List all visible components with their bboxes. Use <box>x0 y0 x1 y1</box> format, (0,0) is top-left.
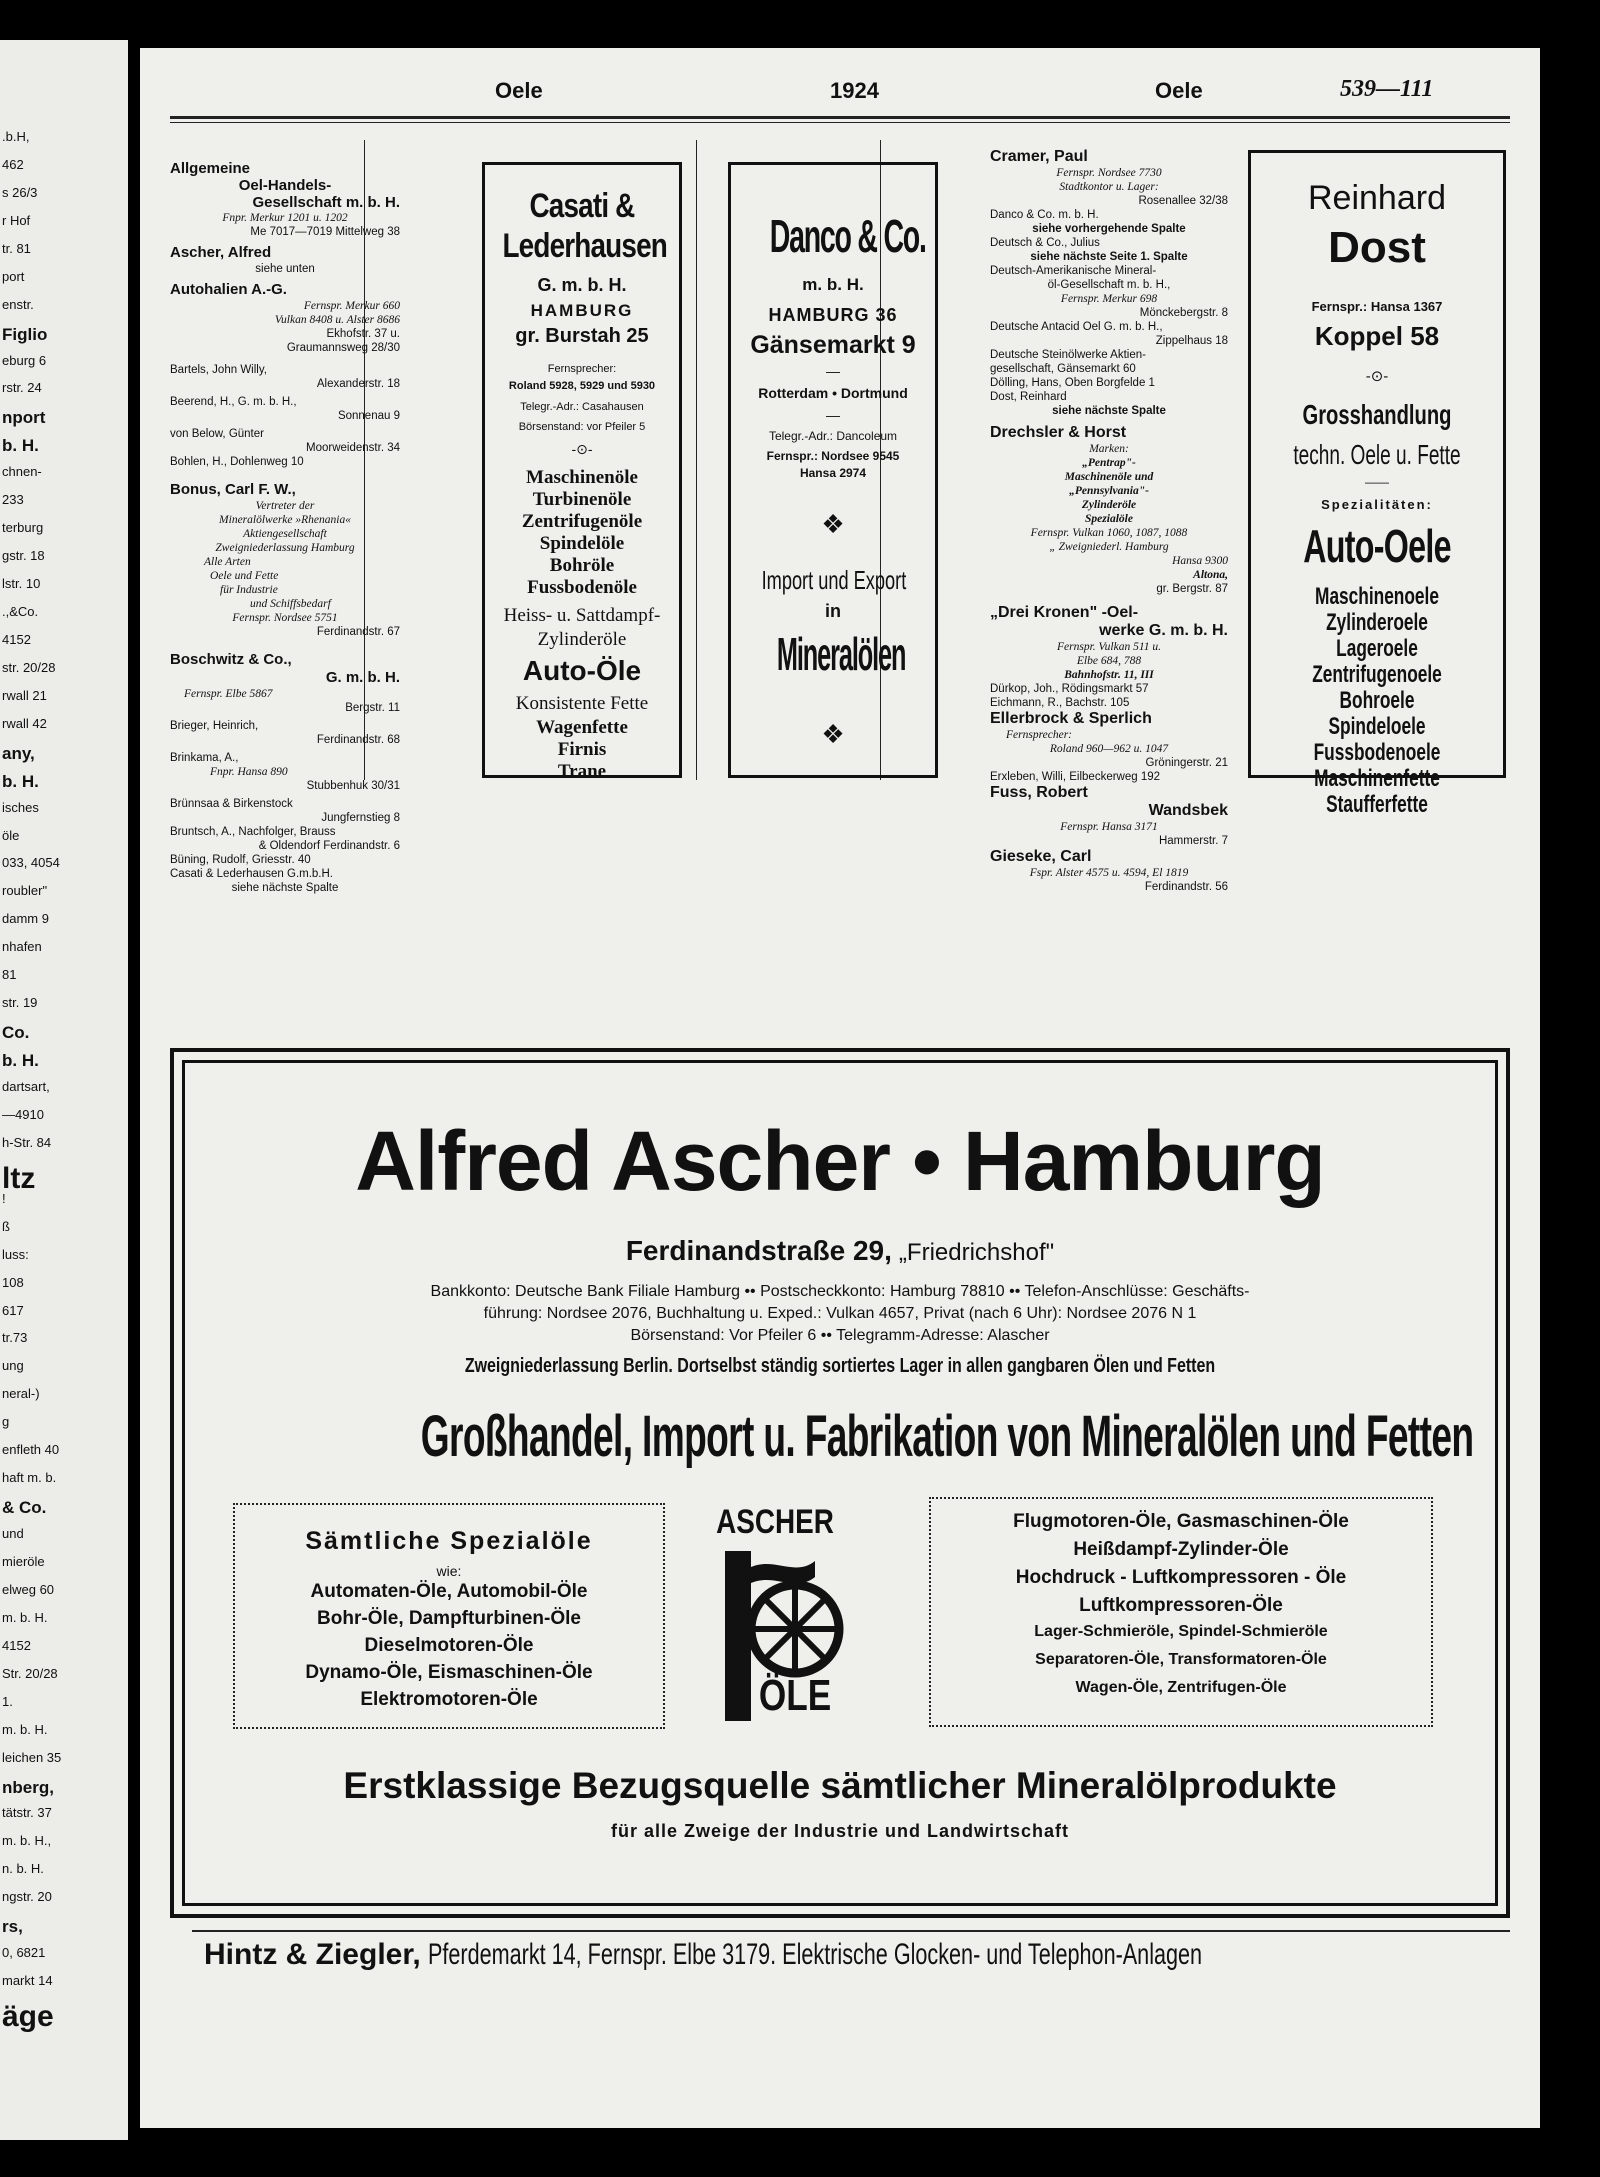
casati-name-2: Lederhausen <box>502 227 667 265</box>
left-page-fragment: tätstr. 37 <box>2 1805 52 1821</box>
left-page-fragment: rwall 21 <box>2 687 47 703</box>
entry-name: Bonus, Carl F. W., <box>170 481 296 498</box>
entry-line: Stadtkontor u. Lager: <box>1059 181 1159 193</box>
casati-product: Fussbodenöle <box>527 577 637 598</box>
header-year: 1924 <box>830 78 879 103</box>
left-page-fragment: roubler" <box>2 883 48 899</box>
entry-line: Dost, Reinhard <box>990 391 1067 403</box>
entry-line: Mineralölwerke »Rhenania« <box>219 514 351 526</box>
entry-line: Vertreter der <box>255 500 315 512</box>
ascher-right-box <box>929 1497 1433 1727</box>
entry-line: „Pentrap"- <box>1082 457 1136 469</box>
entry-line: Spezialöle <box>1085 513 1133 525</box>
left-page-fragment: b. H. <box>2 436 39 456</box>
header-right: Oele <box>1155 78 1203 103</box>
left-page-fragment: r Hof <box>2 212 31 228</box>
entry-line: öl-Gesellschaft m. b. H., <box>1047 279 1171 291</box>
entry-line: Deutsch-Amerikanische Mineral- <box>990 265 1157 277</box>
ascher-address <box>185 1235 1495 1268</box>
left-page-fragment: äge <box>2 2000 54 2034</box>
left-page-fragment: 108 <box>2 1274 24 1290</box>
left-page-fragment: rstr. 24 <box>2 380 42 396</box>
entry-line: Oele und Fette <box>210 570 279 582</box>
dost-grosshandlung: Grosshandlung <box>1302 399 1452 430</box>
ascher-right-item: Heißdampf-Zylinder-Öle <box>1073 1539 1289 1560</box>
entry-line: „ Zweigniederl. Hamburg <box>1049 541 1169 553</box>
ascher-logo <box>685 1503 865 1733</box>
directory-page <box>140 48 1540 2128</box>
left-page-fragment: g <box>2 1414 10 1430</box>
left-page-fragment: leichen 35 <box>2 1749 62 1765</box>
ascher-grosshandel: Großhandel, Import u. Fabrikation von Mineralölen und Fetten <box>420 1404 1474 1469</box>
entry-name: Boschwitz & Co., <box>170 651 292 668</box>
ornament-icon: ❖ <box>821 720 845 749</box>
danco-dash-2: — <box>826 407 840 423</box>
ascher-info-3: Börsenstand: Vor Pfeiler 6 •• Telegramm-Adresse: Alascher <box>630 1327 1050 1344</box>
ascher-left-item: Dieselmotoren-Öle <box>364 1635 534 1656</box>
left-page-fragment: 462 <box>2 156 24 172</box>
left-page-fragment: chnen- <box>2 464 42 480</box>
left-page-fragment: luss: <box>2 1246 29 1262</box>
ascher-left-item: Elektromotoren-Öle <box>360 1689 538 1710</box>
ascher-left-box <box>233 1503 665 1729</box>
dost-product: Maschinenoele <box>1315 583 1439 610</box>
footer-advertisement <box>204 1938 1503 1972</box>
entry-name: Autohalien A.-G. <box>170 281 287 298</box>
entry-name: Gieseke, Carl <box>990 848 1092 865</box>
entry-line: Hammerstr. 7 <box>1158 835 1228 847</box>
entry-line: Casati & Lederhausen G.m.b.H. <box>170 868 333 880</box>
casati-telegram: Telegr.-Adr.: Casahausen <box>520 401 644 413</box>
left-page-fragment: rs, <box>2 1917 23 1937</box>
entry-line: Dürkop, Joh., Rödingsmarkt 57 <box>990 683 1149 695</box>
left-page-fragment: rwall 42 <box>2 715 47 731</box>
left-page-fragment: —4910 <box>2 1106 44 1122</box>
entry-line: Bergstr. 11 <box>345 702 400 714</box>
left-page-fragment: und <box>2 1526 24 1542</box>
entry-name: G. m. b. H. <box>325 669 400 686</box>
entry-line: Eichmann, R., Bachstr. 105 <box>990 697 1130 709</box>
danco-name: Danco & Co. <box>769 210 926 262</box>
entry-line: Fernspr. Hansa 3171 <box>1060 821 1158 833</box>
left-page-fragment: b. H. <box>2 771 39 791</box>
header-rule <box>170 116 1510 119</box>
casati-separator: -⊙- <box>571 441 593 457</box>
dost-spezialitaeten: Spezialitäten: <box>1321 497 1433 512</box>
left-page-fragment: dartsart, <box>2 1079 50 1094</box>
entry-name: Gesellschaft m. b. H. <box>252 194 400 211</box>
entry-line: Alle Arten <box>204 556 251 568</box>
entry-line: Moorweidenstr. 34 <box>306 442 400 454</box>
ascher-left-title: Sämtliche Spezialöle <box>305 1527 593 1555</box>
left-page-fragment: eburg 6 <box>2 352 47 368</box>
left-page-fragment: nhafen <box>2 939 42 955</box>
left-page-fragment: haft m. b. <box>2 1470 57 1486</box>
left-page-fragment: 033, 4054 <box>2 855 60 871</box>
entry-line: Rosenallee 32/38 <box>1138 195 1228 207</box>
entry-line: Fnpr. Hansa 890 <box>210 766 288 778</box>
entry-line: Fspr. Alster 4575 u. 4594, El 1819 <box>1029 867 1189 879</box>
column-separator <box>696 140 697 780</box>
entry-line: Büning, Rudolf, Griesstr. 40 <box>170 854 311 866</box>
entry-name: Fuss, Robert <box>990 784 1088 801</box>
entry-line: Me 7017—7019 Mittelweg 38 <box>250 226 400 238</box>
casati-boerse: Börsenstand: vor Pfeiler 5 <box>518 421 646 433</box>
footer-company: Hintz & Ziegler, <box>204 1938 421 1971</box>
ascher-right-item: Lager-Schmieröle, Spindel-Schmieröle <box>1034 1623 1328 1640</box>
entry-line: für Industrie <box>220 584 278 596</box>
left-page-fragment: ung <box>2 1358 24 1374</box>
left-page-fragment: öle <box>2 827 20 843</box>
entry-line: Marken: <box>1089 443 1129 455</box>
entry-line: Ferdinandstr. 67 <box>316 626 400 638</box>
footer-rule <box>192 1930 1510 1932</box>
left-page-fragment: str. 20/28 <box>2 659 56 675</box>
entry-line: Fernspr. Vulkan 511 u. <box>1056 641 1162 653</box>
casati-auto-oele: Auto-Öle <box>522 655 642 686</box>
ascher-title: Alfred Ascher • Hamburg <box>355 1114 1325 1208</box>
ascher-bottom-1: Erstklassige Bezugsquelle sämtlicher Mineralölprodukte <box>343 1765 1337 1806</box>
ascher-left-wie: wie: <box>436 1563 462 1579</box>
entry-line: Vulkan 8408 u. Alster 8686 <box>274 314 400 326</box>
ascher-right-item: Luftkompressoren-Öle <box>1079 1595 1283 1616</box>
entry-line: Fernspr. Nordsee 5751 <box>232 612 338 624</box>
entry-line: Bahnhofstr. 11, III <box>1064 669 1154 681</box>
page-number: 539—111 <box>1340 76 1434 102</box>
entry-line: und Schiffsbedarf <box>250 598 331 610</box>
casati-product: Wagenfette <box>536 717 628 738</box>
entry-line: Erxleben, Willi, Eilbeckerweg 192 <box>990 771 1161 783</box>
left-page-fragment: 4152 <box>2 1637 31 1653</box>
dost-street: Koppel 58 <box>1314 321 1440 351</box>
left-page-fragment: enfleth 40 <box>2 1442 60 1458</box>
entry-line: Dölling, Hans, Oben Borgfelde 1 <box>990 377 1155 389</box>
entry-line: Roland 960—962 u. 1047 <box>1049 743 1169 755</box>
left-page-fragment: m. b. H., <box>2 1833 52 1849</box>
entry-line: Sonnenau 9 <box>337 410 400 422</box>
entry-line: Stubbenhuk 30/31 <box>306 780 400 792</box>
left-page-fragment: ltz <box>2 1161 36 1195</box>
casati-heiss-2: Zylinderöle <box>537 629 627 650</box>
left-page-fragment: 4152 <box>2 631 31 647</box>
ascher-left-item: Bohr-Öle, Dampfturbinen-Öle <box>317 1608 581 1629</box>
dost-separator: -⊙- <box>1365 368 1389 385</box>
entry-line: Ekhofstr. 37 u. <box>326 328 400 340</box>
danco-advertisement <box>728 162 938 778</box>
entry-line: Brünnsaa & Birkenstock <box>170 798 293 810</box>
left-page-fragment: nberg, <box>2 1777 54 1797</box>
entry-line: siehe nächste Spalte <box>231 882 339 894</box>
entry-line: von Below, Günter <box>170 428 264 440</box>
ornament-icon: ❖ <box>821 510 845 539</box>
entry-name: Oel-Handels- <box>238 177 332 194</box>
entry-name: Wandsbek <box>1148 802 1228 819</box>
left-page-fragment: enstr. <box>2 296 34 312</box>
entry-name: werke G. m. b. H. <box>1099 622 1228 639</box>
left-page-fragment: elweg 60 <box>2 1581 55 1597</box>
entry-line: Maschinenöle und <box>1064 471 1154 483</box>
left-page-fragment: nport <box>2 408 46 428</box>
entry-line: Alexanderstr. 18 <box>316 378 400 390</box>
left-page-edge <box>0 40 128 2140</box>
left-page-fragment: markt 14 <box>2 1973 53 1989</box>
left-page-fragment: .b.H, <box>2 129 30 144</box>
left-page-fragment: lstr. 10 <box>2 576 41 592</box>
entry-name: „Drei Kronen" -Oel- <box>990 604 1139 621</box>
entry-line: Jungfernstieg 8 <box>321 812 400 824</box>
entry-line: Zippelhaus 18 <box>1155 335 1228 347</box>
left-page-fragment: port <box>2 268 25 284</box>
entry-line: Deutsche Antacid Oel G. m. b. H., <box>990 321 1163 333</box>
dost-phone: Fernspr.: Hansa 1367 <box>1311 299 1443 314</box>
casati-konsistente: Konsistente Fette <box>515 693 649 714</box>
entry-line: siehe unten <box>255 263 315 275</box>
left-page-fragment: b. H. <box>2 1051 39 1071</box>
danco-mineraloelen: Mineralölen <box>776 628 906 680</box>
entry-line: Elbe 684, 788 <box>1076 655 1142 667</box>
left-page-fragment: 0, 6821 <box>2 1945 46 1961</box>
danco-gmbh: m. b. H. <box>802 275 864 294</box>
left-page-fragment: ngstr. 20 <box>2 1889 52 1905</box>
left-page-fragment: Figlio <box>2 324 48 344</box>
dost-product: Staufferfette <box>1326 791 1428 818</box>
casati-product: Turbinenöle <box>532 489 632 510</box>
footer-text: Pferdemarkt 14, Fernspr. Elbe 3179. Elektrische Glocken- und Telephon-Anlagen <box>428 1938 1203 1971</box>
left-page-fragment: str. 19 <box>2 995 38 1011</box>
left-page-fragment: isches <box>2 799 39 815</box>
dost-name-1: Reinhard <box>1308 179 1446 217</box>
entry-line: Zweigniederlassung Hamburg <box>215 542 355 554</box>
entry-line: Gröningerstr. 21 <box>1145 757 1228 769</box>
danco-import: Import und Export <box>761 565 907 595</box>
left-page-fragment: m. b. H. <box>2 1721 48 1737</box>
ascher-info-1: Bankkonto: Deutsche Bank Filiale Hamburg •• Postscheckkonto: Hamburg 78810 •• Telefon-Anschlüsse: Geschäfts- <box>430 1283 1250 1300</box>
casati-product: Firnis <box>557 739 607 760</box>
entry-line: Danco & Co. m. b. H. <box>990 209 1099 221</box>
ascher-left-item: Dynamo-Öle, Eismaschinen-Öle <box>305 1662 593 1683</box>
ascher-zweig: Zweigniederlassung Berlin. Dortselbst ständig sortiertes Lager in allen gangbaren Ölen und Fetten <box>464 1355 1216 1377</box>
header-left: Oele <box>495 78 543 103</box>
entry-line: siehe vorhergehende Spalte <box>1032 223 1186 235</box>
entry-line: Fernspr. Nordsee 7730 <box>1056 167 1162 179</box>
casati-phone: Roland 5928, 5929 und 5930 <box>508 380 656 392</box>
entry-line: gesellschaft, Gänsemarkt 60 <box>990 363 1136 375</box>
left-page-fragment: tr.73 <box>2 1330 28 1346</box>
left-page-fragment: ß <box>2 1218 10 1234</box>
entry-line: Bartels, John Willy, <box>170 364 267 376</box>
dost-product: Fussbodenoele <box>1313 739 1441 766</box>
left-page-fragment: .,&Co. <box>2 604 39 619</box>
left-page-fragment: h-Str. 84 <box>2 1134 52 1150</box>
danco-branches: Rotterdam • Dortmund <box>758 385 908 401</box>
left-page-fragment: tr. 81 <box>2 240 31 256</box>
entry-line: Fnpr. Merkur 1201 u. 1202 <box>222 212 348 224</box>
left-page-fragment: s 26/3 <box>2 184 38 200</box>
casati-gmbh: G. m. b. H. <box>537 275 627 295</box>
left-page-fragment: 1. <box>2 1693 13 1709</box>
dost-advertisement <box>1248 150 1506 818</box>
dost-product: Spindeloele <box>1328 713 1426 740</box>
dost-name-2: Dost <box>1328 223 1426 272</box>
entry-line: Graumannsweg 28/30 <box>286 342 400 354</box>
entry-line: Ferdinandstr. 56 <box>1144 881 1228 893</box>
entry-line: Brinkama, A., <box>170 752 239 764</box>
left-page-fragment: 617 <box>2 1302 24 1318</box>
entry-line: Mönckebergstr. 8 <box>1139 307 1228 319</box>
entry-line: siehe nächste Seite 1. Spalte <box>1030 251 1188 263</box>
ascher-bottom-2: für alle Zweige der Industrie und Landwirtschaft <box>610 1821 1070 1841</box>
left-page-fragment: 233 <box>2 492 24 508</box>
dost-product: Lageroele <box>1336 635 1418 662</box>
entry-name: Ellerbrock & Sperlich <box>990 710 1152 727</box>
casati-product: Bohröle <box>549 555 615 576</box>
entry-line: Fernspr. Vulkan 1060, 1087, 1088 <box>1030 527 1188 539</box>
dost-dash: —— <box>1365 475 1389 489</box>
casati-advertisement <box>482 162 682 782</box>
danco-in: in <box>825 601 841 621</box>
left-page-fragment: mieröle <box>2 1554 45 1569</box>
casati-product: Zentrifugenöle <box>521 511 643 532</box>
entry-line: Aktiengesellschaft <box>243 528 327 540</box>
entry-line: Beerend, H., G. m. b. H., <box>170 396 297 408</box>
entry-line: Fernspr. Merkur 660 <box>303 300 400 312</box>
left-page-fragment: n. b. H. <box>2 1861 44 1877</box>
entry-line: Fernsprecher: <box>1006 729 1072 741</box>
left-page-fragment: terburg <box>2 520 44 536</box>
entry-line: siehe nächste Spalte <box>1052 405 1166 417</box>
entry-line: „Pennsylvania"- <box>1069 485 1149 497</box>
entry-line: Fernspr. Elbe 5867 <box>184 688 273 700</box>
left-page-fragment: ! <box>2 1190 6 1206</box>
danco-city: HAMBURG 36 <box>768 305 898 325</box>
ascher-info-2: führung: Nordsee 2076, Buchhaltung u. Exped.: Vulkan 4657, Privat (nach 6 Uhr): Nordsee 2076 N 1 <box>483 1305 1197 1322</box>
ascher-right-item: Separatoren-Öle, Transformatoren-Öle <box>1035 1651 1327 1668</box>
entry-line: Bruntsch, A., Nachfolger, Brauss <box>170 826 336 838</box>
ascher-right-item: Hochdruck - Luftkompressoren - Öle <box>1015 1567 1347 1588</box>
left-page-fragment: & Co. <box>2 1498 47 1518</box>
ascher-address-house: „Friedrichshof" <box>898 1239 1055 1266</box>
entry-line: Zylinderöle <box>1081 499 1137 511</box>
header-rule-thin <box>170 122 1510 123</box>
entry-line: Deutsche Steinölwerke Aktien- <box>990 349 1146 361</box>
casati-product: Spindelöle <box>539 533 625 554</box>
entry-line: Brieger, Heinrich, <box>170 720 259 732</box>
danco-telegram: Telegr.-Adr.: Dancoleum <box>768 429 898 443</box>
left-page-fragment: m. b. H. <box>2 1609 48 1625</box>
casati-heiss-1: Heiss- u. Sattdampf- <box>503 605 661 626</box>
casati-street: gr. Burstah 25 <box>515 325 649 347</box>
left-page-fragment: neral-) <box>2 1386 40 1402</box>
entry-name: Allgemeine <box>170 160 251 177</box>
directory-column-3 <box>990 148 1228 894</box>
dost-techn: techn. Oele u. Fette <box>1293 439 1461 470</box>
ascher-logo-bottom: ÖLE <box>758 1671 832 1720</box>
dost-product: Zylinderoele <box>1326 609 1428 636</box>
left-page-fragment: damm 9 <box>2 911 49 927</box>
casati-city: HAMBURG <box>530 301 634 320</box>
left-page-fragment: 81 <box>2 967 17 983</box>
directory-column-1 <box>170 160 400 895</box>
danco-dash: — <box>826 363 840 379</box>
casati-product: Maschinenöle <box>526 467 638 488</box>
casati-phone-label: Fernsprecher: <box>547 363 617 375</box>
ascher-advertisement <box>182 1060 1498 1906</box>
dost-product: Bohroele <box>1339 687 1415 714</box>
entry-line: Bohlen, H., Dohlenweg 10 <box>170 456 304 468</box>
dost-auto-oele: Auto-Oele <box>1303 520 1451 572</box>
ascher-address-street: Ferdinandstraße 29, <box>625 1235 892 1266</box>
entry-line: Fernspr. Merkur 698 <box>1060 293 1158 305</box>
entry-line: Deutsch & Co., Julius <box>990 237 1100 249</box>
entry-name: Ascher, Alfred <box>170 244 272 261</box>
danco-phone-2: Hansa 2974 <box>799 466 867 480</box>
casati-name-1: Casati & <box>529 187 635 225</box>
entry-line: & Oldendorf Ferdinandstr. 6 <box>258 840 400 852</box>
ascher-logo-top: ASCHER <box>716 1503 834 1541</box>
dost-product: Maschinenfette <box>1314 765 1440 792</box>
left-page-fragment: any, <box>2 743 35 763</box>
dost-product: Zentrifugenoele <box>1312 661 1442 688</box>
danco-phone-1: Fernspr.: Nordsee 9545 <box>766 449 900 463</box>
left-page-fragment: Str. 20/28 <box>2 1665 58 1681</box>
entry-line: gr. Bergstr. 87 <box>1156 583 1228 595</box>
casati-product: Trane <box>557 761 607 782</box>
entry-line: Altona, <box>1193 569 1228 581</box>
left-page-fragment: Co. <box>2 1023 30 1043</box>
entry-line: Hansa 9300 <box>1172 555 1228 567</box>
ascher-right-item: Flugmotoren-Öle, Gasmaschinen-Öle <box>1013 1511 1349 1532</box>
ascher-left-item: Automaten-Öle, Automobil-Öle <box>310 1581 588 1602</box>
entry-name: Cramer, Paul <box>990 148 1088 165</box>
entry-name: Drechsler & Horst <box>990 424 1127 441</box>
danco-street: Gänsemarkt 9 <box>750 331 916 359</box>
left-page-fragment: gstr. 18 <box>2 548 45 564</box>
ascher-right-item: Wagen-Öle, Zentrifugen-Öle <box>1075 1679 1287 1696</box>
entry-line: Ferdinandstr. 68 <box>316 734 400 746</box>
